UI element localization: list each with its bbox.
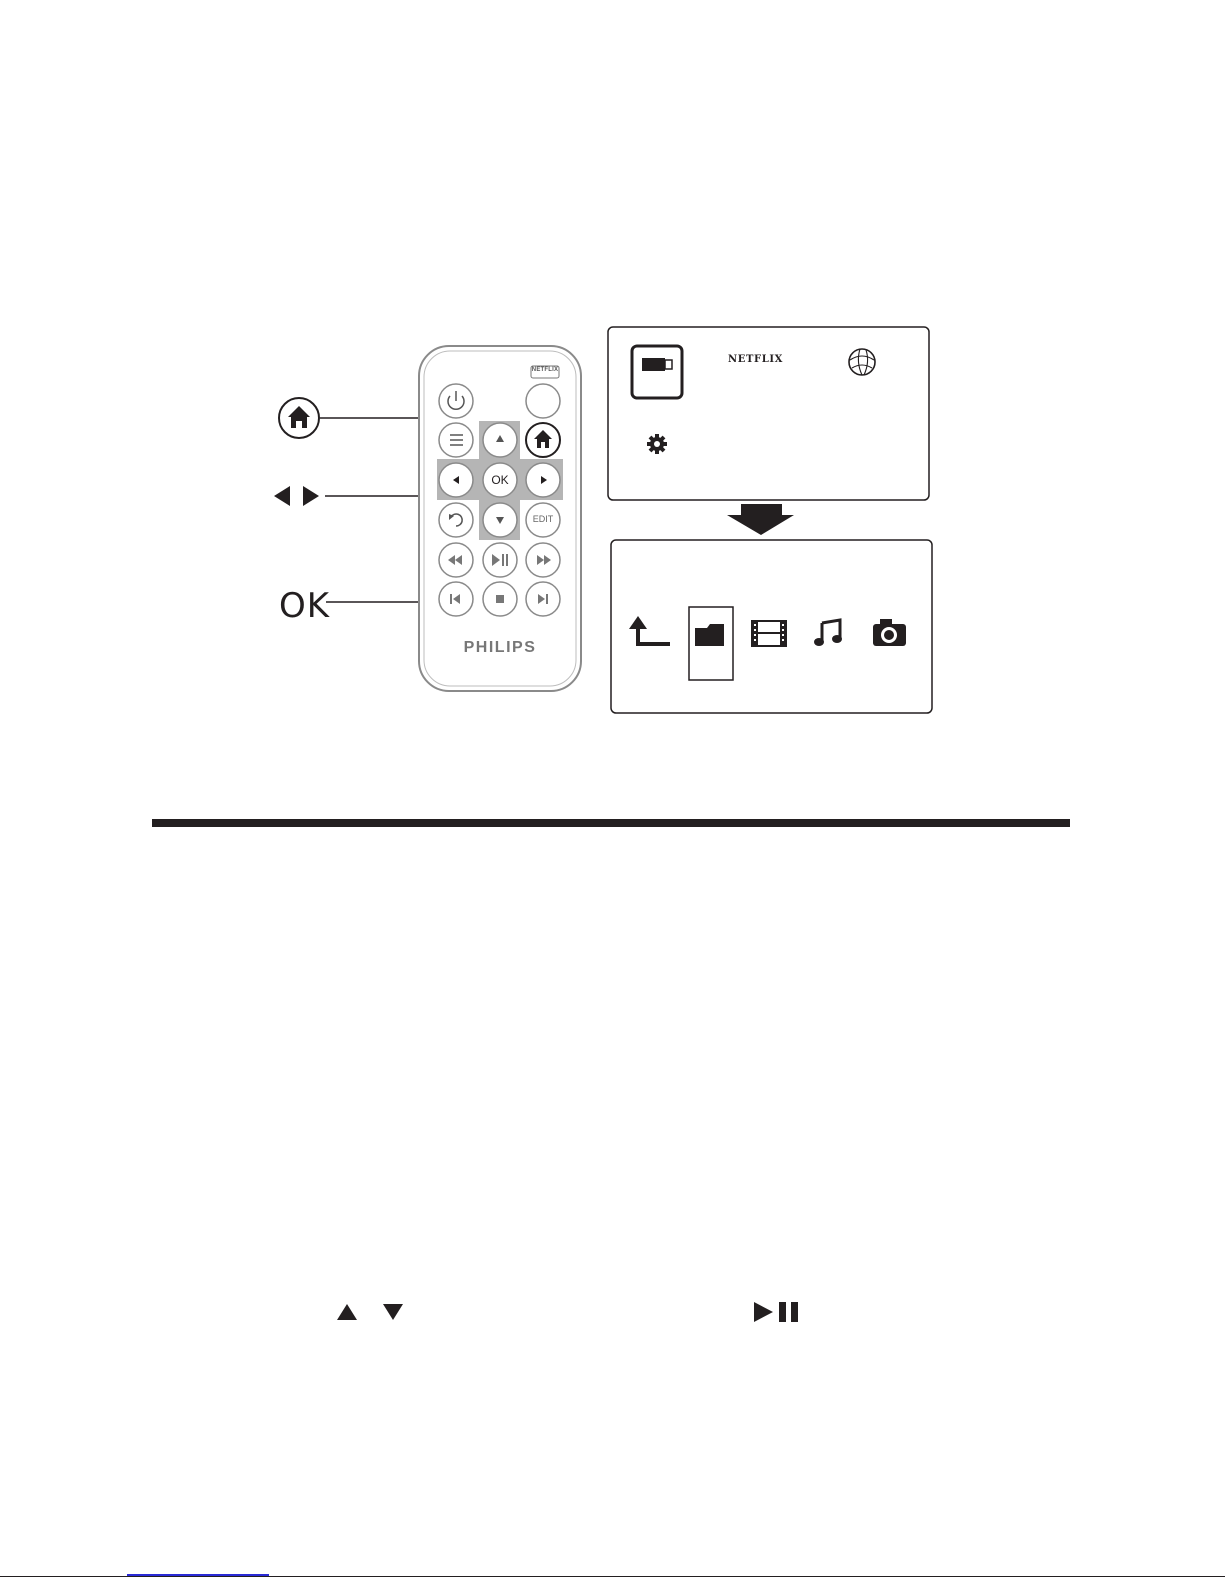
home-icon <box>279 398 319 438</box>
globe-icon[interactable] <box>849 349 875 375</box>
remote-brand: PHILIPS <box>463 639 537 656</box>
footer-rule <box>0 1576 1225 1577</box>
play-pause-symbol-icon <box>754 1302 798 1322</box>
netflix-badge-label: NETFLIX <box>531 367 559 373</box>
netflix-logo[interactable]: NETFLIX <box>728 354 783 365</box>
media-screen-panel <box>611 540 932 713</box>
video-icon[interactable] <box>752 621 786 646</box>
right-arrow-icon <box>303 486 319 506</box>
ok-callout-label: OK <box>279 586 331 626</box>
usb-icon <box>642 358 672 371</box>
down-triangle-icon <box>383 1304 403 1320</box>
ok-button-label: OK <box>491 473 509 487</box>
blank-button[interactable] <box>526 384 560 418</box>
settings-gear-icon[interactable] <box>647 434 667 454</box>
previous-icon <box>450 594 452 604</box>
edit-button-label: EDIT <box>532 514 554 524</box>
down-arrow-icon <box>727 504 794 535</box>
back-button[interactable] <box>439 503 473 537</box>
stop-icon <box>496 595 504 603</box>
up-triangle-icon <box>337 1304 357 1320</box>
usb-tile-selected[interactable] <box>632 346 682 398</box>
section-divider <box>152 819 1070 827</box>
left-arrow-icon <box>274 486 290 506</box>
home-screen-panel <box>608 327 929 500</box>
